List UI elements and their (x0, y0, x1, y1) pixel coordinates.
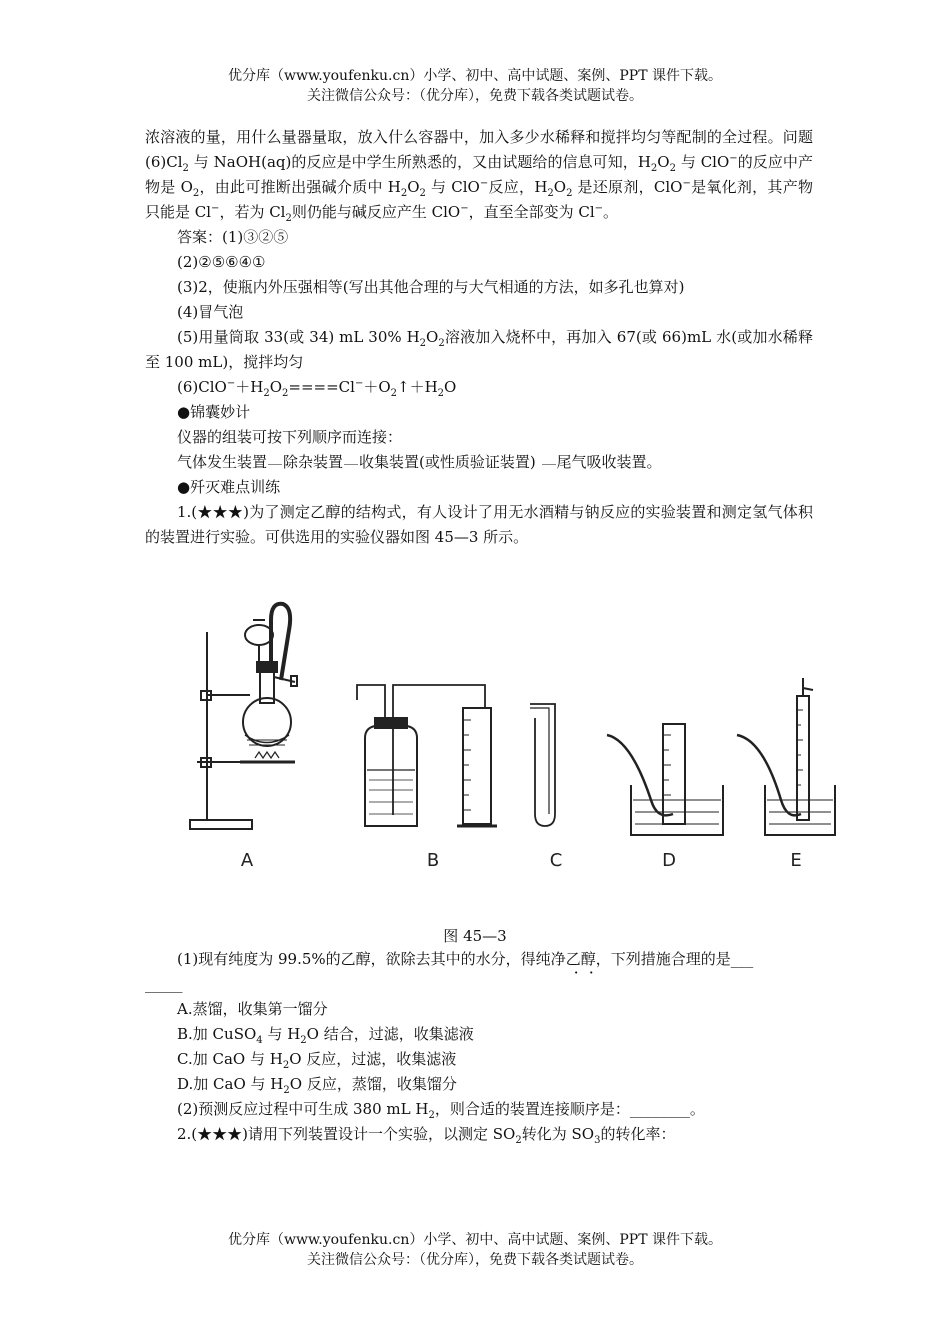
apparatus-e (737, 678, 835, 835)
option-d: D.加 CaO 与 $H_2O$ 反应，蒸馏，收集馏分 (177, 1075, 457, 1096)
answer-3: (3)2，使瓶内外压强相等(写出其他合理的与大气相通的方法，如多孔也算对) (177, 278, 685, 296)
question-1-2: (2)预测反应过程中可生成 380 mL $H_2$，则合适的装置连接顺序是：________。 (177, 1100, 705, 1121)
emphasis-char: 净 · (551, 950, 566, 968)
tips-line: 仪器的组装可按下列顺序而连接： (177, 428, 403, 446)
option-c: C.加 CaO 与 $H_2O$ 反应，过滤，收集滤液 (177, 1050, 457, 1071)
main-content (145, 125, 813, 550)
question-1: 1.(★★★)为了测定乙醇的结构式，有人设计了用无水酒精与钠反应的实验装置和测定氢气体积的装置进行实验。可供选用的实验仪器如图 45—3 所示。 (145, 503, 813, 546)
intro-paragraph: 浓溶液的量，用什么量器量取，放入什么容器中，加入多少水稀释和搅拌均匀等配制的全过程。问题$(6)Cl_2$ 与 NaOH(aq)的反应是中学生所熟悉的，又由试题给的信息可知，$H_2O_2$ 与 ClO−的反应中产物是 $O_2$，由此可推断出强碱介质中 $H_2O_2$ 与 ClO−反应，$H_2O_2$ 是还原剂，ClO−是氧化剂，其产物只能是 Cl−，若为 $Cl_2$则仍能与碱反应产生 ClO−，直至全部变为 Cl−。 (145, 128, 813, 224)
answer-6: $(6)ClO^-+H_2O_2====Cl^-+O_2↑+H_2O$ (177, 378, 457, 399)
figure-label-a: A (240, 850, 254, 871)
arrow-icon (344, 458, 358, 465)
figure-label-c: C (549, 850, 563, 871)
option-a: A.蒸馏，收集第一馏分 (177, 1000, 328, 1018)
question-2: 2.(★★★)请用下列装置设计一个实验，以测定 $SO_2$转化为 $SO_3$的转化率： (177, 1125, 676, 1146)
apparatus-d (607, 724, 723, 835)
apparatus-b (357, 685, 497, 826)
footer-line-2: 关注微信公众号：（优分库），免费下载各类试题试卷。 (307, 1252, 643, 1268)
answer-1: 答案：(1)③②⑤ (177, 228, 289, 246)
answer-5: (5)用量筒取 33(或 34) mL 30% $H_2O_2$溶液加入烧杯中，再加入 67(或 66)mL 水(或加水稀释至 100 mL)，搅拌均匀 (145, 328, 813, 371)
option-b: B.加 CuSO$_4$ 与 $H_2O$ 结合，过滤，收集滤液 (177, 1025, 474, 1046)
answer-2: (2)②⑤⑥④① (177, 253, 266, 271)
header-line-1: 优分库（www.youfenku.cn）小学、初中、高中试题、案例、PPT 课件下载。 (227, 68, 722, 84)
figure-caption: 图 45—3 (443, 927, 507, 945)
tips-title: ●锦囊妙计 (177, 403, 251, 421)
apparatus-diagram (185, 590, 845, 880)
emphasis-char: 纯 · (536, 950, 551, 968)
question-1-1: (1)现有纯度为 99.5%的乙醇，欲除去其中的水分，得纯 ·净 ·乙醇，下列措施合理的是___ (145, 947, 813, 972)
page-footer (0, 1230, 950, 1270)
assembly-sequence: 气体发生装置 除杂装置 收集装置(或性质验证装置) 尾气吸收装置。 (177, 453, 662, 471)
figure-label-e: E (790, 850, 802, 871)
question-1-1-blank: _____ (145, 975, 183, 993)
apparatus-c (530, 704, 555, 826)
arrow-icon (542, 458, 556, 465)
page-header (0, 66, 950, 106)
figure-label-d: D (662, 850, 676, 871)
answer-4: (4)冒气泡 (177, 303, 244, 321)
questions-section (145, 947, 813, 1147)
training-title: ●歼灭难点训练 (177, 478, 281, 496)
header-line-2: 关注微信公众号：（优分库），免费下载各类试题试卷。 (307, 88, 643, 104)
figure-label-b: B (426, 850, 440, 871)
apparatus-figure (185, 590, 845, 880)
arrow-icon (268, 458, 282, 465)
footer-line-1: 优分库（www.youfenku.cn）小学、初中、高中试题、案例、PPT 课件下载。 (227, 1232, 722, 1248)
apparatus-a (190, 604, 297, 829)
